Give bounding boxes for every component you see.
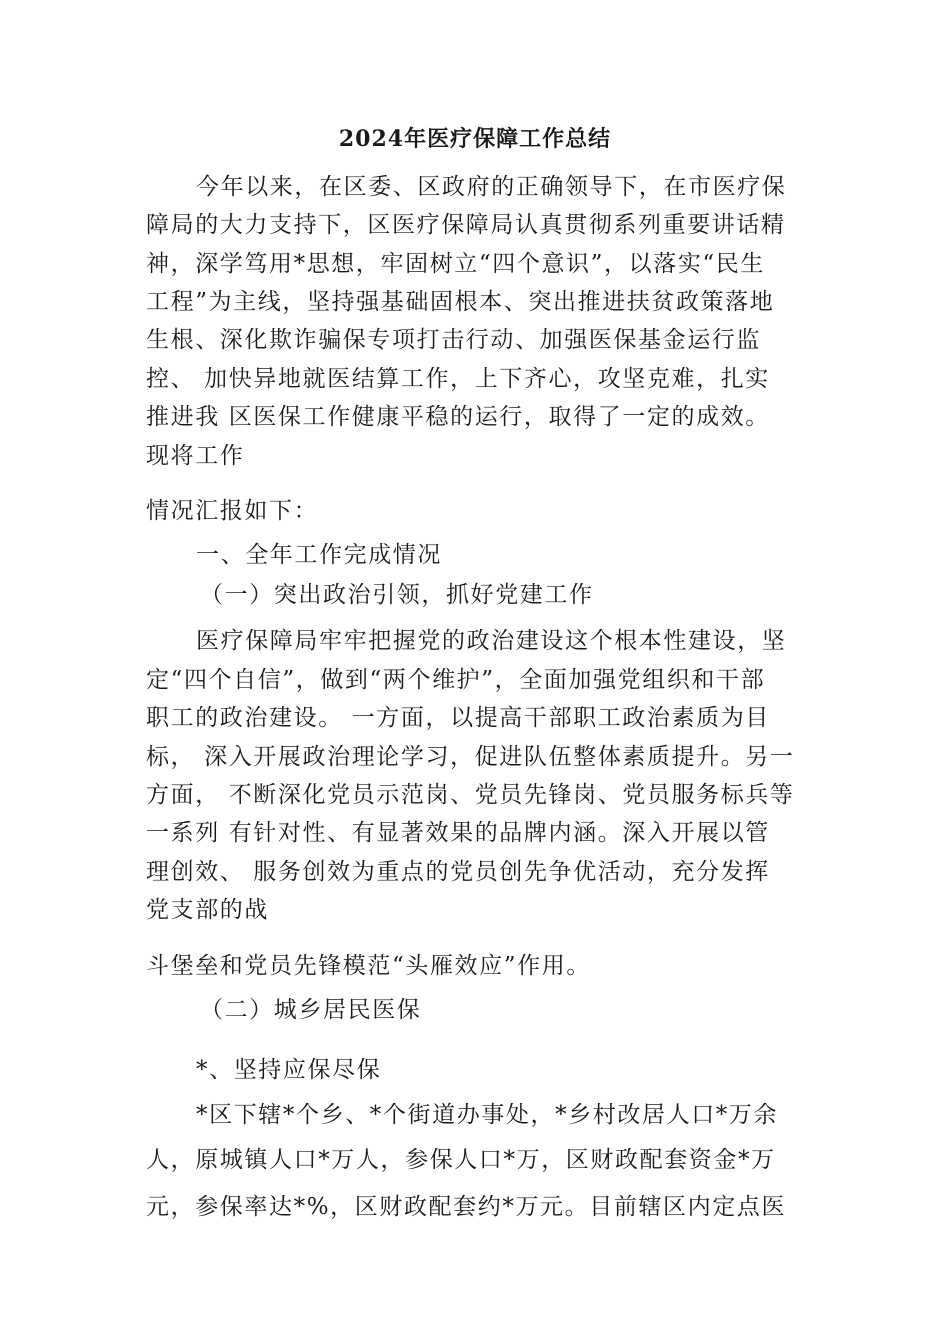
paragraph-line: 医疗保障局牢牢把握党的政治建设这个根本性建设，坚	[196, 628, 787, 654]
section-heading: 一、全年工作完成情况	[196, 542, 442, 568]
paragraph-line: 斗堡垒和党员先锋模范“头雁效应”作用。	[146, 953, 591, 979]
paragraph-line: 元，参保率达*%，区财政配套约*万元。目前辖区内定点医	[146, 1194, 787, 1220]
paragraph-line: 理创效、 服务创效为重点的党员创先争优活动，充分发挥	[146, 859, 770, 885]
paragraph-line: 生根、深化欺诈骗保专项打击行动、加强医保基金运行监	[146, 327, 761, 353]
paragraph-line: 标， 深入开展政治理论学习，促进队伍整体素质提升。另一	[146, 744, 795, 770]
paragraph-line: 推进我 区医保工作健康平稳的运行，取得了一定的成效。	[146, 404, 770, 430]
document-title: 2024年医疗保障工作总结	[338, 126, 612, 152]
paragraph-line: 方面， 不断深化党员示范岗、党员先锋岗、党员服务标兵等	[146, 782, 795, 808]
paragraph-line: *区下辖*个乡、*个街道办事处，*乡村改居人口*万余	[196, 1102, 779, 1128]
paragraph-line: 神，深学笃用*思想，牢固树立“四个意识”，以落实“民生	[146, 251, 765, 277]
item-heading: *、坚持应保尽保	[196, 1057, 382, 1083]
paragraph-line: 今年以来，在区委、区政府的正确领导下，在市医疗保	[196, 174, 787, 200]
paragraph-line: 定“四个自信”，做到“两个维护”，全面加强党组织和干部	[146, 667, 766, 693]
paragraph-line: 人，原城镇人口*万人，参保人口*万，区财政配套资金*万	[146, 1147, 776, 1173]
paragraph-line: 工程”为主线，坚持强基础固根本、突出推进扶贫政策落地	[146, 289, 775, 315]
subsection-heading: （二）城乡居民医保	[200, 997, 422, 1023]
paragraph-line: 一系列 有针对性、有显著效果的品牌内涵。深入开展以管	[146, 820, 770, 846]
subsection-heading: （一）突出政治引领，抓好党建工作	[200, 582, 594, 608]
paragraph-line: 职工的政治建设。 一方面，以提高干部职工政治素质为目	[146, 705, 770, 731]
paragraph-line: 障局的大力支持下，区医疗保障局认真贯彻系列重要讲话精	[146, 212, 786, 238]
paragraph-line: 控、 加快异地就医结算工作，上下齐心，攻坚克难，扎实	[146, 366, 770, 392]
paragraph-line: 现将工作	[146, 443, 245, 469]
paragraph-line: 党支部的战	[146, 897, 269, 923]
paragraph-line: 情况汇报如下：	[146, 498, 319, 524]
